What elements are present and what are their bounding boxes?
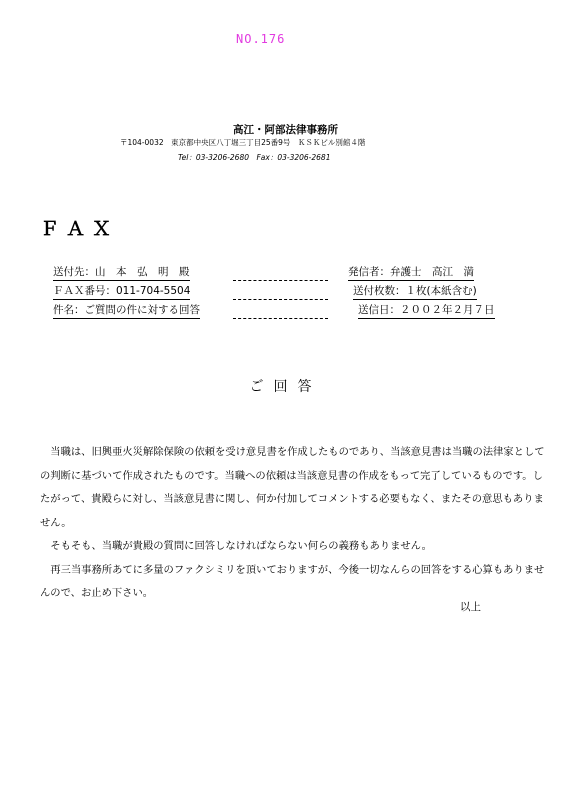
subject-label: 件名： <box>53 304 85 316</box>
recipient-field <box>53 265 190 281</box>
send-date-value: ２００２年２月７日 <box>400 304 495 316</box>
firm-phone-fax: Tel：03-3206-2680 Fax：03-3206-2681 <box>178 153 331 162</box>
underline-gap <box>233 303 328 319</box>
fax-heading: ＦＡＸ <box>40 218 119 240</box>
letter-body <box>40 441 550 606</box>
fax-number-value: 011-704-5504 <box>116 285 191 297</box>
sender-label: 発信者： <box>348 266 390 278</box>
page-count-label: 送付枚数： <box>353 285 406 297</box>
underline-gap <box>233 265 328 281</box>
document-number: NO.176 <box>236 32 286 46</box>
recipient-value: 山 本 弘 明 殿 <box>95 266 190 278</box>
document-title: ご回答 <box>249 379 322 395</box>
page-count-field <box>353 284 477 300</box>
header-row-subject <box>53 303 495 319</box>
page-count-value: １枚(本紙含む) <box>405 285 477 297</box>
header-row-fax <box>53 284 477 300</box>
body-paragraph: 当職は、旧興亜火災解除保険の依頼を受け意見書を作成したものであり、当該意見書は当職の法律家としての判断に基づいて作成されたものです。当職への依頼は当該意見書の作成をもって完了しているものです。したがって、貴殿らに対し、当該意見書に関し、何か付加してコメントする必要もなく、またその意思もありません。 <box>40 446 545 529</box>
closing-remark: 以上 <box>460 601 481 613</box>
sender-field <box>348 265 474 281</box>
firm-address: 〒104-0032 東京都中央区八丁堀三丁目25番9号 ＫＳＫビル別館４階 <box>120 138 366 147</box>
subject-field <box>53 303 200 319</box>
subject-value: ご質問の件に対する回答 <box>84 304 200 316</box>
body-paragraph: そもそも、当職が貴殿の質問に回答しなければならない何らの義務もありません。 <box>40 540 432 552</box>
body-paragraph: 再三当事務所あてに多量のファクシミリを頂いておりますが、今後一切なんらの回答をする心算もありませんので、お止め下さい。 <box>40 563 545 599</box>
fax-number-label: ＦＡＸ番号： <box>53 285 116 297</box>
send-date-label: 送信日： <box>358 304 400 316</box>
recipient-label: 送付先： <box>53 266 95 278</box>
underline-gap <box>233 284 328 300</box>
sender-value: 弁護士 高江 満 <box>390 266 474 278</box>
send-date-field <box>358 303 495 319</box>
fax-number-field <box>53 284 190 300</box>
header-row-recipient <box>53 265 473 281</box>
firm-name: 高江・阿部法律事務所 <box>233 124 338 136</box>
